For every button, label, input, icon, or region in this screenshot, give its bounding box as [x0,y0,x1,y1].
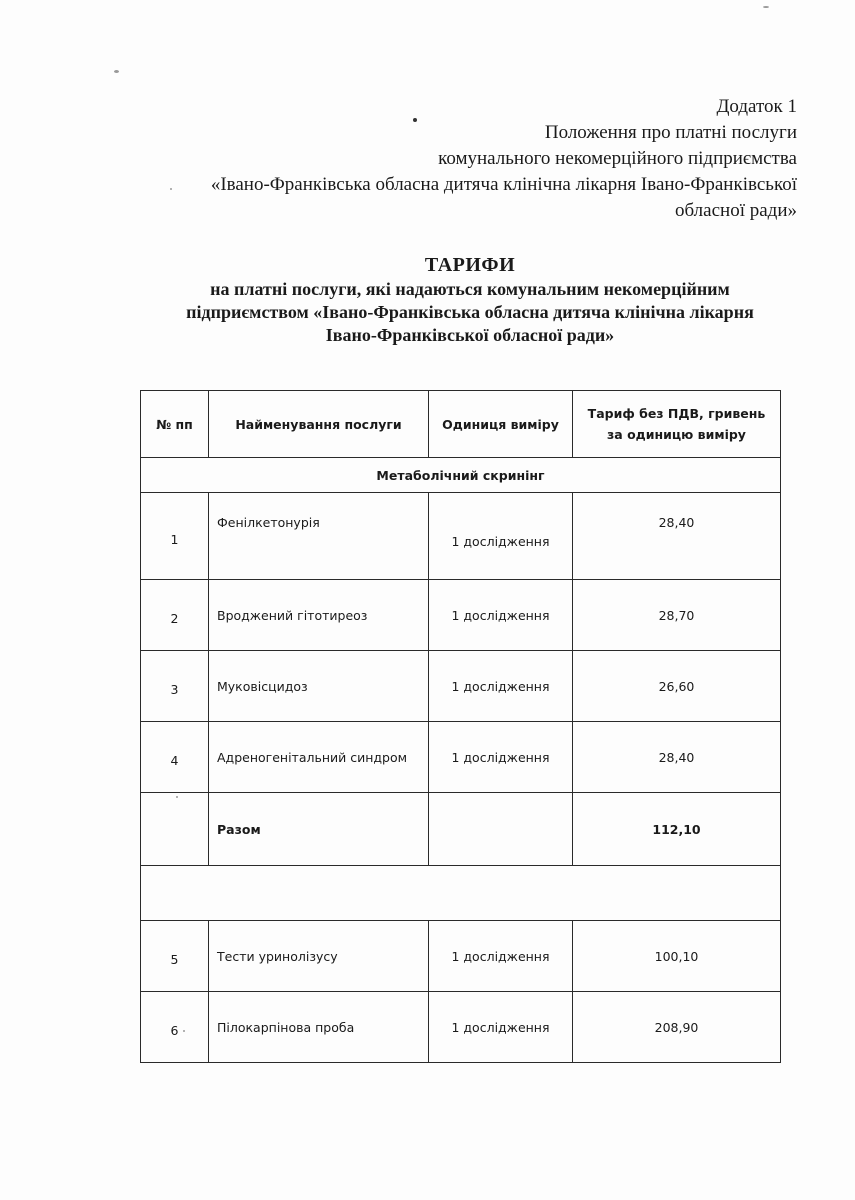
cell-unit: 1 дослідження [429,992,573,1063]
total-value: 112,10 [573,793,781,866]
appendix-line: обласної ради» [674,200,797,221]
cell-tariff: 100,10 [573,921,781,992]
cell-tariff: 28,40 [573,722,781,793]
table-row [141,992,781,1063]
tariffs-table [140,390,781,1063]
total-label: Разом [209,793,429,866]
scan-speck [114,70,119,73]
header-name: Найменування послуги [209,391,429,458]
cell-tariff: 208,90 [573,992,781,1063]
header-num: № пп [141,391,209,458]
cell-unit: 1 дослідження [429,651,573,722]
cell-unit: 1 дослідження [429,921,573,992]
table-row [141,493,781,580]
section-row [141,458,781,493]
cell-num-empty [141,793,209,866]
table-row [141,580,781,651]
cell-unit: 1 дослідження [429,722,573,793]
cell-num: 4 [141,722,209,793]
cell-name: Муковісцидоз [209,651,429,722]
table-header-row [141,391,781,458]
table-row [141,722,781,793]
header-tariff: Тариф без ПДВ, гривень за одиницю виміру [573,391,781,458]
title-subtitle-line: підприємством «Івано-Франківська обласна дитяча клінічна лікарня [186,302,754,322]
scan-speck [763,6,769,8]
cell-tariff: 28,70 [573,580,781,651]
cell-tariff: 26,60 [573,651,781,722]
cell-name: Адреногенітальний синдром [209,722,429,793]
document-title [80,252,855,347]
cell-name: Фенілкетонурія [209,493,429,580]
title-subtitle-line: на платні послуги, які надаються комунальним некомерційним [210,279,730,299]
cell-num: 6 [141,992,209,1063]
table-row [141,921,781,992]
cell-name: Пілокарпінова проба [209,992,429,1063]
appendix-line: комунального некомерційного підприємства [438,148,797,169]
cell-unit: 1 дослідження [429,493,573,580]
header-unit: Одиниця виміру [429,391,573,458]
total-row [141,793,781,866]
appendix-line: Положення про платні послуги [544,122,797,143]
cell-name: Тести уринолізусу [209,921,429,992]
cell-num: 2 [141,580,209,651]
cell-num: 3 [141,651,209,722]
cell-tariff: 28,40 [573,493,781,580]
cell-unit: 1 дослідження [429,580,573,651]
appendix-line: Додаток 1 [716,96,797,117]
cell-num: 1 [141,493,209,580]
title-main: ТАРИФИ [424,254,516,276]
empty-cell [141,866,781,921]
cell-unit-empty [429,793,573,866]
table-row [141,651,781,722]
cell-name: Вроджений гітотиреоз [209,580,429,651]
title-subtitle-line: Івано-Франківської обласної ради» [325,325,615,345]
section-title: Метаболічний скринінг [141,458,781,493]
cell-num: 5 [141,921,209,992]
appendix-reference [97,94,797,224]
empty-row [141,866,781,921]
appendix-line: «Івано-Франківська обласна дитяча клінічна лікарня Івано-Франківської [210,174,797,195]
